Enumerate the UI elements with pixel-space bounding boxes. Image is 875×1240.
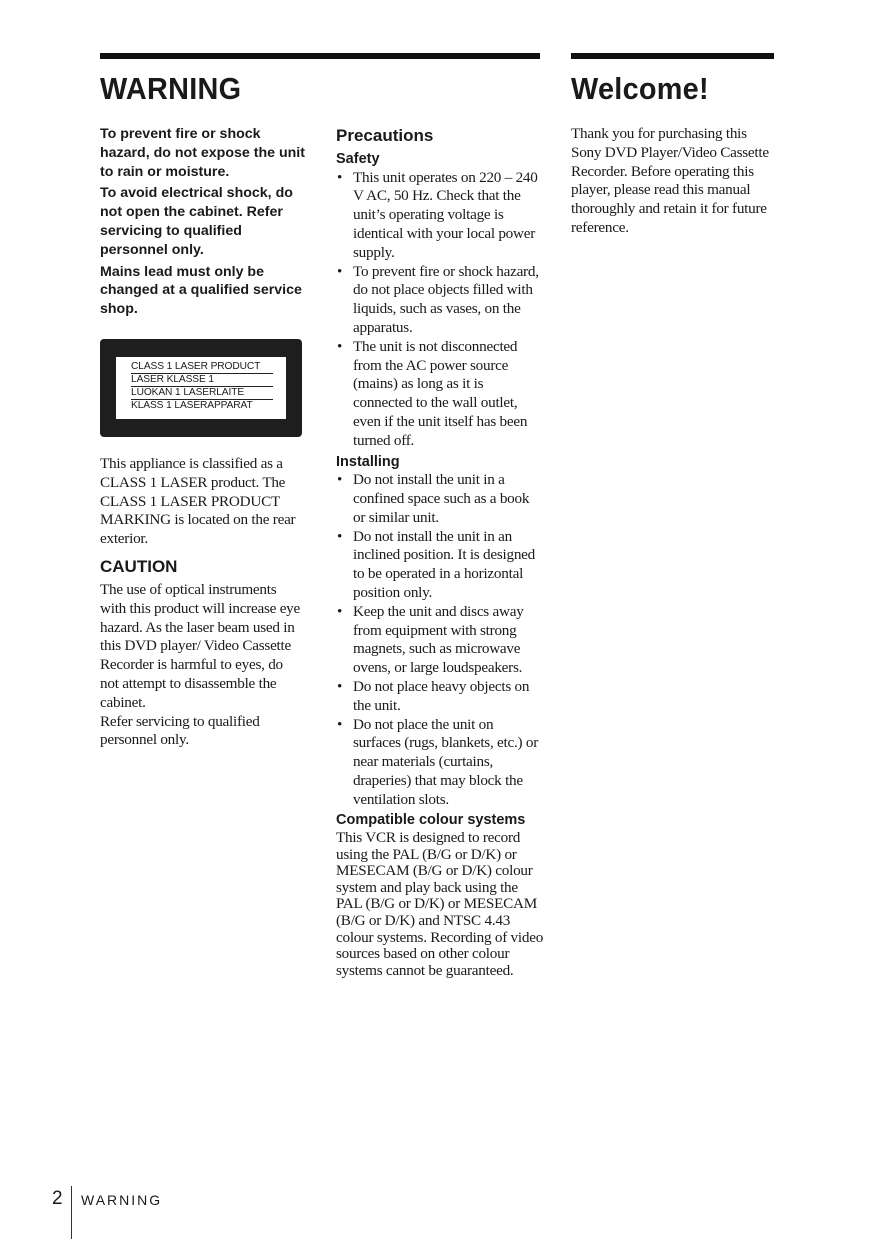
welcome-section bbox=[571, 53, 774, 236]
list-item: • Keep the unit and discs away from equipment with strong magnets, such as microwave ovens, or large loudspeakers. bbox=[336, 603, 544, 678]
safety-title: Safety bbox=[336, 151, 380, 167]
list-item: • This unit operates on 220 – 240 V AC, 50 Hz. Check that the unit’s operating voltage is identical with your local power supply. bbox=[336, 169, 544, 263]
precautions-title: Precautions bbox=[336, 126, 434, 145]
precautions-column bbox=[336, 125, 544, 979]
laser-classification-text: This appliance is classified as a CLASS 1 LASER product. The CLASS 1 LASER PRODUCT MARKING is located on the rear exterior. bbox=[100, 454, 296, 548]
list-item: • Do not install the unit in a confined space such as a book or similar unit. bbox=[336, 471, 544, 527]
footer-divider bbox=[71, 1186, 72, 1239]
welcome-heading: Welcome! bbox=[571, 71, 709, 106]
laser-label-line: LASER KLASSE 1 bbox=[131, 374, 273, 387]
warning-paragraph-shock: To avoid electrical shock, do not open the cabinet. Refer servicing to qualified personnel only. bbox=[100, 185, 293, 258]
compatible-colour-systems-title: Compatible colour systems bbox=[336, 812, 526, 829]
laser-label-line: LUOKAN 1 LASERLAITE bbox=[131, 387, 273, 400]
warning-section bbox=[100, 53, 544, 979]
safety-list bbox=[336, 169, 544, 451]
installing-list bbox=[336, 471, 544, 809]
laser-label-inner bbox=[116, 357, 286, 419]
warning-heading-rule bbox=[100, 53, 540, 59]
warning-heading: WARNING bbox=[100, 71, 242, 106]
page-number: 2 bbox=[52, 1188, 63, 1209]
warning-paragraph-rain: To prevent fire or shock hazard, do not expose the unit to rain or moisture. bbox=[100, 126, 305, 180]
caution-title: CAUTION bbox=[100, 556, 178, 576]
welcome-text: Thank you for purchasing this Sony DVD Player/Video Cassette Recorder. Before operating this player, please read this manual thoroughly and retain it for future reference. bbox=[571, 125, 769, 236]
list-item: • Do not install the unit in an inclined position. It is designed to be operated in a horizontal position only. bbox=[336, 528, 544, 603]
warning-paragraph-mains: Mains lead must only be changed at a qualified service shop. bbox=[100, 263, 302, 318]
laser-label-line: KLASS 1 LASERAPPARAT bbox=[131, 399, 253, 411]
list-item: • The unit is not disconnected from the AC power source (mains) as long as it is connected to the wall outlet, even if the unit itself has been turned off. bbox=[336, 338, 544, 451]
list-item: • Do not place heavy objects on the unit. bbox=[336, 678, 544, 716]
footer-section-label: WARNING bbox=[81, 1192, 163, 1208]
laser-product-label bbox=[100, 339, 302, 437]
list-item: • To prevent fire or shock hazard, do not place objects filled with liquids, such as vases, on the apparatus. bbox=[336, 263, 544, 338]
welcome-heading-rule bbox=[571, 53, 774, 59]
caution-text-servicing: Refer servicing to qualified personnel only. bbox=[100, 712, 260, 749]
caution-text: The use of optical instruments with this product will increase eye hazard. As the laser beam used in this DVD player/ Video Cassette Recorder is harmful to eyes, do not attempt to disassemble the cabinet. bbox=[100, 580, 301, 711]
installing-title: Installing bbox=[336, 453, 400, 470]
warning-column bbox=[100, 125, 305, 750]
list-item: • Do not place the unit on surfaces (rugs, blankets, etc.) or near materials (curtains, draperies) that may block the ventilation slots. bbox=[336, 716, 544, 810]
laser-label-line: CLASS 1 LASER PRODUCT bbox=[131, 361, 273, 374]
compatible-colour-systems-text: This VCR is designed to record using the PAL (B/G or D/K) or MESECAM (B/G or D/K) colour system and play back using the PAL (B/G or D/K) or MESECAM (B/G or D/K) and NTSC 4.43 colour systems. Recording of video sources based on other colour systems cannot be guaranteed. bbox=[336, 829, 544, 979]
